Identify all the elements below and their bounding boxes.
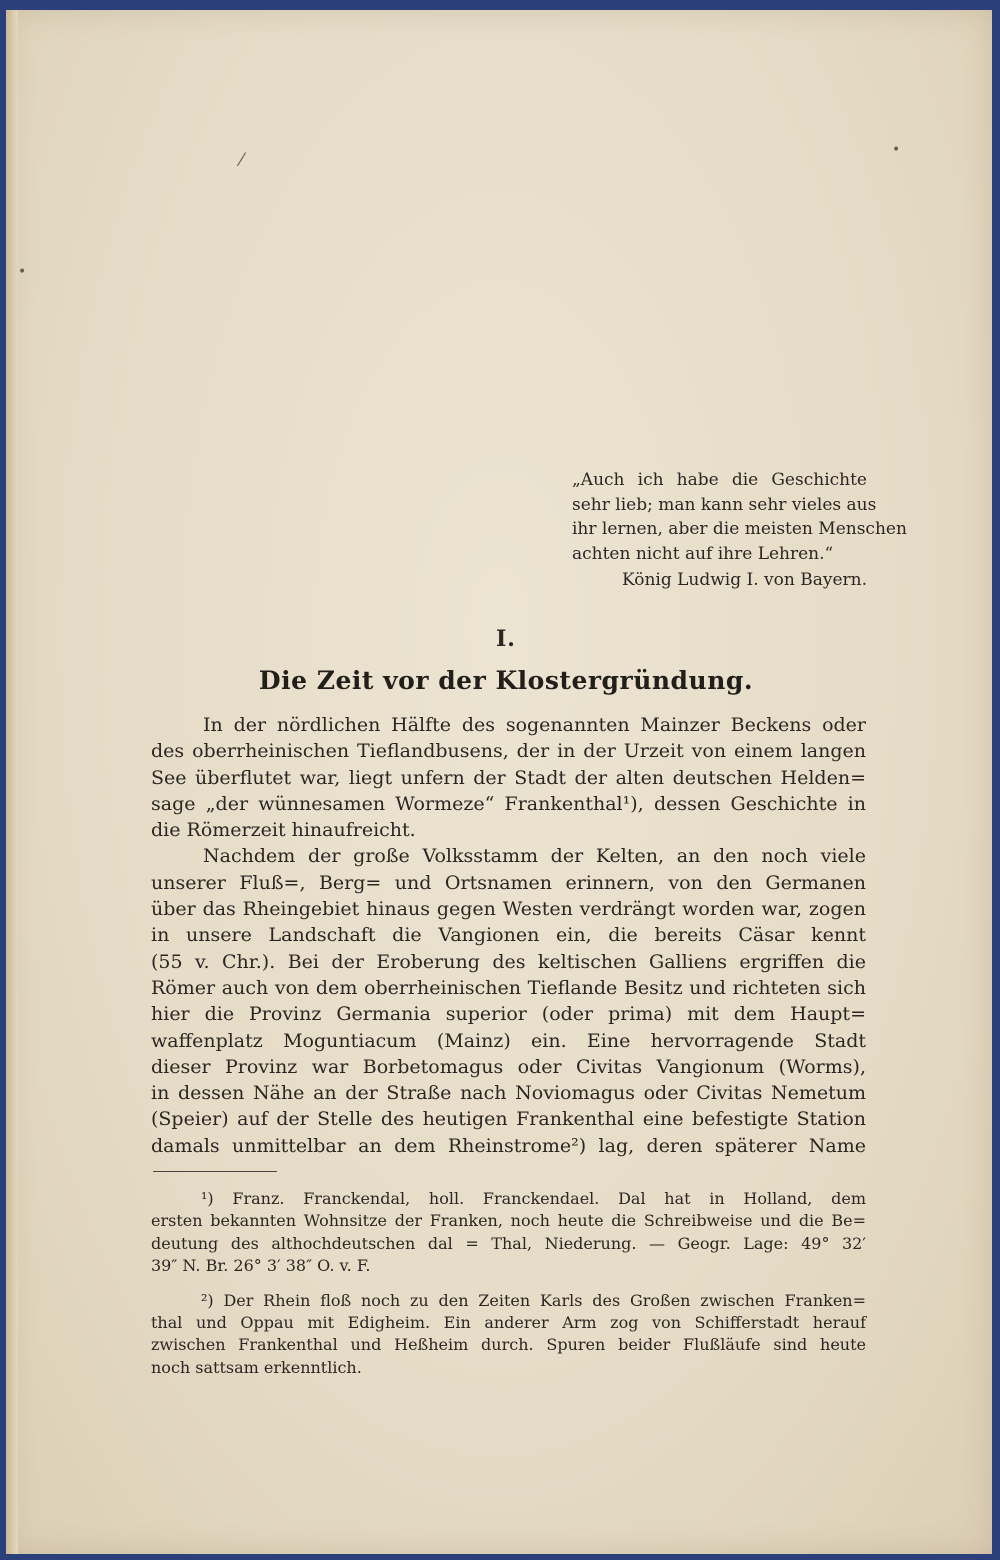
body-line: damals unmittelbar an dem Rheinstrome²) lag, deren späterer Name: [151, 1134, 866, 1157]
body-line: waffenplatz Moguntiacum (Mainz) ein. Eine hervorragende Stadt: [151, 1029, 866, 1052]
pencil-mark: ⁄: [240, 150, 244, 171]
footnote-separator: [153, 1171, 277, 1172]
page-spine-shadow: [6, 10, 18, 1554]
footnote-line: ¹) Franz. Franckendal, holl. Franckendael. Dal hat in Holland, dem: [201, 1189, 866, 1208]
body-line: See überflutet war, liegt unfern der Stadt der alten deutschen Helden=: [151, 766, 866, 789]
ink-speck: •: [892, 142, 901, 158]
footnote-line: noch sattsam erkenntlich.: [151, 1357, 362, 1377]
body-line: in dessen Nähe an der Straße nach Noviomagus oder Civitas Nemetum: [151, 1082, 866, 1105]
body-line: über das Rheingebiet hinaus gegen Westen verdrängt worden war, zogen: [151, 898, 866, 921]
footnote-gap: [151, 1278, 866, 1290]
footnote-1: [151, 1188, 866, 1278]
epigraph: [572, 468, 907, 593]
chapter-title: Die Zeit vor der Klostergründung.: [258, 666, 754, 695]
epigraph-attribution: König Ludwig I. von Bayern.: [621, 570, 867, 590]
body-line: hier die Provinz Germania superior (oder prima) mit dem Haupt=: [151, 1003, 866, 1026]
body-line: (55 v. Chr.). Bei der Eroberung des keltischen Galliens ergriffen die: [151, 950, 866, 973]
footnote-2: [151, 1290, 866, 1380]
epigraph-line: ihr lernen, aber die meisten Menschen: [572, 519, 907, 539]
body-line: (Speier) auf der Stelle des heutigen Frankenthal eine befestigte Station: [151, 1108, 866, 1131]
footnote-line: 39″ N. Br. 26° 3′ 38″ O. v. F.: [151, 1256, 371, 1276]
margin-dot: •: [18, 264, 27, 280]
body-line: in unsere Landschaft die Vangionen ein, die bereits Cäsar kennt: [151, 924, 866, 947]
body-line: Römer auch von dem oberrheinischen Tieflande Besitz und richteten sich: [151, 976, 866, 999]
epigraph-line: achten nicht auf ihre Lehren.“: [572, 543, 834, 564]
book-page: [6, 10, 992, 1554]
body-line: dieser Provinz war Borbetomagus oder Civitas Vangionum (Worms),: [151, 1055, 866, 1078]
epigraph-line: sehr lieb; man kann sehr vieles aus: [572, 494, 877, 515]
footnote-line: zwischen Frankenthal und Heßheim durch. Spuren beider Flußläufe sind heute: [151, 1335, 866, 1355]
footnote-line: deutung des althochdeutschen dal = Thal, Niederung. — Geogr. Lage: 49° 32′: [151, 1233, 866, 1253]
body-line: des oberrheinischen Tieflandbusens, der in der Urzeit von einem langen: [151, 740, 866, 763]
show-through-text: [156, 200, 856, 225]
footnote-line: ²) Der Rhein floß noch zu den Zeiten Karls des Großen zwischen Franken=: [201, 1290, 866, 1310]
body-line: die Römerzeit hinaufreicht.: [151, 819, 416, 842]
body-line: unserer Fluß=, Berg= und Ortsnamen erinnern, von den Germanen: [151, 871, 866, 894]
body-line: Nachdem der große Volksstamm der Kelten, an den noch viele: [203, 845, 866, 868]
epigraph-line: „Auch ich habe die Geschichte: [572, 470, 867, 490]
body-line: sage „der wünnesamen Wormeze“ Frankenthal¹), dessen Geschichte in: [151, 792, 866, 815]
chapter-number: I.: [496, 626, 516, 652]
body-line: In der nördlichen Hälfte des sogenannten Mainzer Beckens oder: [203, 714, 866, 736]
body-text: [151, 712, 866, 1159]
footnote-line: ersten bekannten Wohnsitze der Franken, noch heute die Schreibweise und die Be=: [151, 1211, 866, 1231]
footnotes: [151, 1188, 866, 1379]
footnote-line: thal und Oppau mit Edigheim. Ein anderer Arm zog von Schifferstadt herauf: [151, 1313, 866, 1333]
